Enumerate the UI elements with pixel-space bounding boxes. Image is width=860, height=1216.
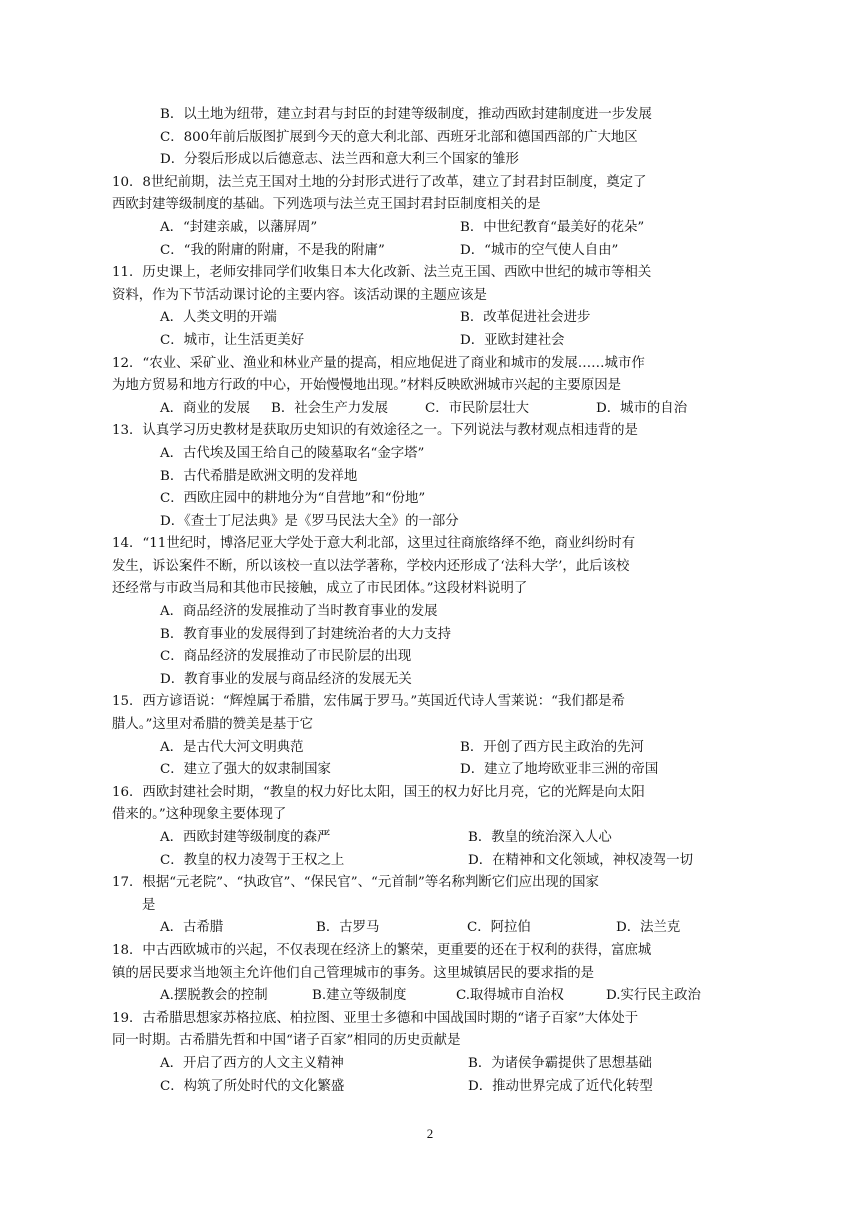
option-d: D．亚欧封建社会	[460, 332, 565, 348]
option-b: B．为诸侯争霸提供了思想基础	[468, 1055, 652, 1071]
question-10-stem: 10．8世纪前期，法兰克王国对土地的分封形式进行了改革，建立了封君封臣制度，奠定了	[112, 174, 647, 190]
question-18-options	[130, 985, 730, 1008]
question-16-stem: 借来的。”这种现象主要体现了	[112, 807, 287, 823]
question-13-stem: 13．认真学习历史教材是获取历史知识的有效途径之一。下列说法与教材观点相违背的是	[112, 423, 638, 439]
question-16-options	[130, 827, 730, 850]
option-a: A．是古代大河文明典范	[160, 739, 304, 755]
option-a: A．商品经济的发展推动了当时教育事业的发展	[160, 604, 438, 620]
option-c: C．市民阶层壮大	[425, 400, 529, 416]
question-11-stem: 11．历史课上，老师安排同学们收集日本大化改新、法兰克王国、西欧中世纪的城市等相关	[112, 265, 652, 281]
option-d: D．法兰克	[616, 920, 681, 936]
question-14-stem: 发生，诉讼案件不断，所以该校一直以法学著称，学校内还形成了‘法科大学’，此后该校	[112, 558, 630, 574]
question-17-stem: 是	[142, 897, 156, 913]
option-c: C．构筑了所处时代的文化繁盛	[160, 1078, 345, 1094]
option-c: C．建立了强大的奴隶制国家	[160, 762, 331, 778]
option-a: A.摆脱教会的控制	[160, 988, 268, 1004]
question-10-options	[130, 217, 730, 240]
option-a: A．“封建亲戚，以藩屏周”	[160, 219, 318, 235]
option-c: C.取得城市自治权	[456, 988, 564, 1004]
question-15-stem: 腊人。”这里对希腊的赞美是基于它	[112, 717, 314, 733]
option-c: C．商品经济的发展推动了市民阶层的出现	[160, 649, 412, 665]
page-number: 2	[426, 1126, 434, 1141]
question-17-options	[130, 917, 730, 940]
option-c: C．阿拉伯	[467, 920, 531, 936]
option-d: D．城市的自治	[596, 400, 688, 416]
question-12-stem: 12．“农业、采矿业、渔业和林业产量的提高，相应地促进了商业和城市的发展……城市作	[112, 355, 645, 371]
question-16-stem: 16．西欧封建社会时期，“教皇的权力好比太阳，国王的权力好比月亮，它的光辉是向太阳	[112, 784, 645, 800]
option-a: A．西欧封建等级制度的森严	[160, 830, 331, 845]
option-d: D．教育事业的发展与商品经济的发展无关	[160, 671, 412, 687]
option-d: D.实行民主政治	[606, 988, 701, 1004]
option-b: B．古代希腊是欧洲文明的发祥地	[160, 468, 358, 484]
question-14-stem: 还经常与市政当局和其他市民接触，成立了市民团体。”这段材料说明了	[112, 581, 528, 597]
question-11-options	[130, 330, 730, 353]
question-18-stem: 镇的居民要求当地领主允许他们自己管理城市的事务。这里城镇居民的要求指的是	[112, 965, 595, 981]
question-19-stem: 19．古希腊思想家苏格拉底、柏拉图、亚里士多德和中国战国时期的“诸子百家”大体处于	[112, 1010, 639, 1026]
option-b: B．改革促进社会进步	[460, 310, 591, 326]
option-b: B．教育事业的发展得到了封建统治者的大力支持	[160, 626, 452, 642]
question-17-stem: 17．根据“元老院”、“执政官”、“保民官”、“元首制”等名称判断它们应出现的国家	[112, 875, 599, 891]
option-b: B．古罗马	[316, 920, 380, 936]
question-list	[112, 104, 730, 1098]
question-16-options	[130, 850, 730, 873]
option-9d: D．分裂后形成以后德意志、法兰西和意大利三个国家的雏形	[160, 152, 519, 168]
question-12-stem: 为地方贸易和地方行政的中心，开始慢慢地出现。”材料反映欧洲城市兴起的主要原因是	[112, 378, 621, 394]
option-9b: B．以土地为纽带，建立封君与封臣的封建等级制度，推动西欧封建制度进一步发展	[160, 107, 652, 122]
option-a: A．古代埃及国王给自己的陵墓取名“金字塔”	[160, 445, 425, 461]
question-10-options	[130, 240, 730, 263]
question-19-options	[130, 1053, 730, 1076]
question-11-options	[130, 307, 730, 330]
question-11-stem: 资料，作为下节活动课讨论的主要内容。该活动课的主题应该是	[112, 287, 487, 303]
question-15-options	[130, 737, 730, 760]
option-d: D．建立了地垮欧亚非三洲的帝国	[460, 762, 659, 778]
option-a: A．开启了西方的人文主义精神	[160, 1055, 344, 1071]
option-c: C．“我的附庸的附庸，不是我的附庸”	[160, 242, 385, 258]
question-19-options	[130, 1076, 730, 1099]
question-15-options	[130, 759, 730, 782]
option-b: B．教皇的统治深入人心	[468, 830, 612, 845]
question-10-stem: 西欧封建等级制度的基础。下列选项与法兰克王国封君封臣制度相关的是	[112, 197, 541, 213]
option-c: C．西欧庄园中的耕地分为“自营地”和“份地”	[160, 491, 426, 507]
option-b: B．社会生产力发展	[271, 400, 388, 416]
option-d: D．推动世界完成了近代化转型	[468, 1078, 653, 1094]
question-18-stem: 18．中古西欧城市的兴起，不仅表现在经济上的繁荣，更重要的还在于权利的获得，富庶城	[112, 942, 652, 958]
question-19-stem: 同一时期。古希腊先哲和中国“诸子百家”相同的历史贡献是	[112, 1033, 461, 1049]
option-c: C．教皇的权力凌驾于王权之上	[160, 852, 345, 868]
option-b: B．中世纪教育“最美好的花朵”	[460, 219, 645, 235]
question-15-stem: 15．西方谚语说：“辉煌属于希腊，宏伟属于罗马。”英国近代诗人雪莱说：“我们都是希	[112, 694, 625, 710]
question-12-options	[130, 398, 730, 421]
question-14-stem: 14．“11世纪时，博洛尼亚大学处于意大利北部，这里过往商旅络绎不绝，商业纠纷时有	[112, 536, 635, 552]
option-b: B.建立等级制度	[312, 988, 407, 1004]
option-d: D．《查士丁尼法典》是《罗马民法大全》的一部分	[160, 513, 459, 529]
option-9c: C．800年前后版图扩展到今天的意大利北部、西班牙北部和德国西部的广大地区	[160, 129, 638, 145]
option-d: D．“城市的空气使人自由”	[460, 242, 619, 258]
option-a: A．人类文明的开端	[160, 310, 277, 326]
option-a: A．古希腊	[160, 920, 224, 936]
option-a: A．商业的发展	[160, 400, 251, 416]
option-d: D．在精神和文化领域，神权凌驾一切	[468, 852, 693, 868]
option-b: B．开创了西方民主政治的先河	[460, 739, 644, 755]
option-c: C．城市，让生活更美好	[160, 332, 305, 348]
